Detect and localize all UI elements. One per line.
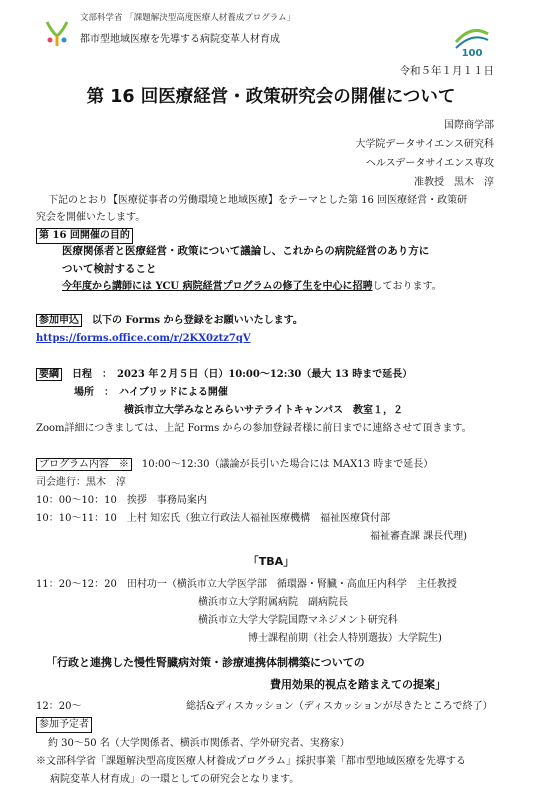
venue-text: 横浜市立大学みなとみらいサテライトキャンパス 教室１，２ xyxy=(124,405,403,416)
program-time: 10:00～12:30（議論が長引いた場合には MAX13 時まで延長） xyxy=(141,459,434,470)
program-label: プログラム内容 ※ xyxy=(36,458,132,471)
intro-line-1: 下記のとおり【医療従事者の労働環境と地域医療】をテーマとした第 16 回医療経営・政策研 xyxy=(48,195,468,206)
agenda-item-4: 総括&ディスカッション（ディスカッションが尽きたところで終了） xyxy=(186,701,493,712)
agenda-item-2-cont: 福祉審査課 課長代理) xyxy=(370,531,468,542)
agenda-item-2: 10：10～11：10 上村 知宏氏（独立行政法人福祉医療機構 福祉医療貸付部 xyxy=(36,513,391,524)
footnote-line-2: 病院変革人材育成」の一環としての研究会となります。 xyxy=(50,774,300,785)
purpose-line-1: 医療関係者と医療経営・政策について議論し、これからの病院経営のあり方に xyxy=(62,245,430,257)
summary-place-row xyxy=(74,386,228,400)
program-title: 都市型地域医療を先導する病院変革人材育成 xyxy=(80,34,280,45)
org-author: 准教授 黒木 淳 xyxy=(414,177,494,188)
footnote-line-1: ※文部科学省「課題解決型高度医療人材養成プログラム」採択事業「都市型地域医療を先導する xyxy=(36,756,466,767)
ministry-program-label: 文部科学省 「課題解決型高度医療人材養成プログラム」 xyxy=(80,13,296,23)
registration-label: 参加申込 xyxy=(36,314,82,327)
participants-text: 約 30～50 名（大学関係者、横浜市関係者、学外研究者、実務家） xyxy=(48,738,350,749)
org-major: ヘルスデータサイエンス専攻 xyxy=(365,158,494,169)
purpose-line-3 xyxy=(62,280,442,294)
purpose-label: 第 16 回開催の目的 xyxy=(36,228,133,244)
issue-date: 令和５年１月１１日 xyxy=(399,65,494,77)
org-graduate-school: 大学院データサイエンス研究科 xyxy=(355,139,494,150)
anniversary-logo-icon xyxy=(452,22,492,62)
place-value: ハイブリッドによる開催 xyxy=(119,387,228,398)
university-logo-icon xyxy=(44,18,70,48)
agenda-item-3-cont-1: 横浜市立大学附属病院 副病院長 xyxy=(198,597,348,608)
agenda-item-3-cont-3: 博士課程前期（社会人特別選抜）大学院生) xyxy=(248,633,442,644)
agenda-item-3: 11：20～12：20 田村功一（横浜市立大学医学部 循環器・腎臓・高血圧内科学 主任教授 xyxy=(36,579,457,590)
date-key: 日程 ： xyxy=(72,369,107,380)
registration-text: 以下の Forms から登録をお願いいたします。 xyxy=(92,315,303,326)
talk-title-line-2: 費用効果的視点を踏まえての提案」 xyxy=(270,678,446,691)
talk-title-tba: 「TBA」 xyxy=(247,555,295,568)
page-title: 第 16 回医療経営・政策研究会の開催について xyxy=(86,87,456,107)
anniversary-number: 100 xyxy=(461,48,483,59)
talk-title-line-1: 「行政と連携した慢性腎臓病対策・診療連携体制構築についての xyxy=(46,656,365,669)
program-row xyxy=(36,458,433,472)
summary-label: 要綱 xyxy=(36,368,62,381)
registration-row xyxy=(36,314,303,328)
agenda-item-4-time: 12：20～ xyxy=(36,701,82,712)
agenda-item-3-cont-2: 横浜市立大学大学院国際マネジメント研究科 xyxy=(198,615,398,626)
org-faculty: 国際商学部 xyxy=(444,120,494,131)
agenda-item-1: 10：00～10：10 挨拶 事務局案内 xyxy=(36,495,207,506)
date-value: 2023 年２月５日（日）10:00～12:30（最大 13 時まで延長） xyxy=(117,369,413,380)
moderator: 司会進行：黒木 淳 xyxy=(36,477,126,488)
registration-link[interactable]: https://forms.office.com/r/2KX0ztz7qV xyxy=(36,333,251,344)
purpose-line-2: ついて検討すること xyxy=(62,263,157,275)
participants-label: 参加予定者 xyxy=(36,717,92,733)
zoom-note: Zoom詳細につきましては、上記 Forms からの参加登録者様に前日までに連絡させて頂きます。 xyxy=(36,423,472,434)
purpose-line-3-rest: しております。 xyxy=(372,281,442,292)
intro-line-2: 究会を開催いたします。 xyxy=(36,212,146,223)
purpose-line-3-highlight: 今年度から講師には YCU 病院経営プログラムの修了生を中心に招聘 xyxy=(62,281,373,292)
place-key: 場所 ： xyxy=(74,387,109,398)
summary-date-row xyxy=(36,368,412,382)
